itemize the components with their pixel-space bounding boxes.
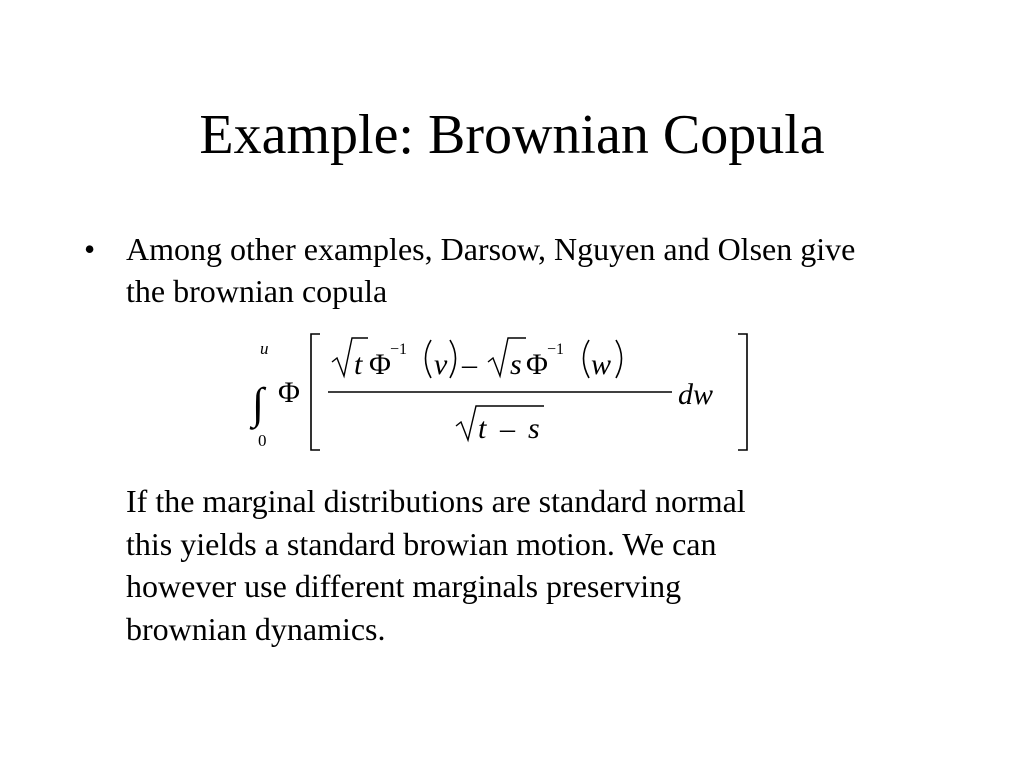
formula-svg bbox=[248, 326, 768, 462]
paragraph-line: however use different marginals preserving bbox=[126, 568, 682, 604]
denominator-s: s bbox=[528, 412, 540, 445]
numerator-s: s bbox=[510, 348, 522, 381]
integral-upper-limit: u bbox=[260, 339, 269, 358]
left-bracket bbox=[311, 334, 320, 450]
brownian-copula-formula bbox=[248, 326, 768, 462]
sqrt-t-radical bbox=[332, 338, 368, 376]
inverse-exponent-2: −1 bbox=[547, 341, 565, 358]
paren-open-2 bbox=[584, 340, 590, 378]
bullet-marker: • bbox=[84, 231, 96, 267]
differential-dw: dw bbox=[678, 378, 714, 411]
right-bracket bbox=[738, 334, 747, 450]
numerator-v: v bbox=[434, 348, 448, 381]
numerator-minus: – bbox=[462, 348, 477, 381]
explanation-paragraph bbox=[126, 480, 926, 650]
paragraph-line: If the marginal distributions are standard normal bbox=[126, 483, 746, 519]
numerator-phi-1: Φ bbox=[369, 348, 391, 381]
outer-phi: Φ bbox=[278, 376, 300, 409]
paragraph-line: this yields a standard browian motion. We can bbox=[126, 525, 717, 562]
denominator-minus: – bbox=[500, 412, 515, 445]
inverse-exponent-1: −1 bbox=[390, 341, 408, 358]
integral-sign: ∫ bbox=[252, 379, 265, 428]
integral-lower-limit: 0 bbox=[258, 431, 267, 450]
numerator-phi-2: Φ bbox=[526, 348, 548, 381]
bullet-text: Among other examples, Darsow, Nguyen and Olsen give the brownian copula bbox=[126, 231, 856, 309]
numerator-w: w bbox=[591, 348, 612, 381]
numerator-t: t bbox=[354, 348, 363, 381]
paren-close-2 bbox=[616, 340, 622, 378]
denominator-t: t bbox=[478, 412, 487, 445]
paren-open-1 bbox=[426, 340, 432, 378]
slide-title: Example: Brownian Copula bbox=[199, 104, 825, 166]
paren-close-1 bbox=[450, 340, 456, 378]
paragraph-line: brownian dynamics. bbox=[126, 610, 386, 647]
